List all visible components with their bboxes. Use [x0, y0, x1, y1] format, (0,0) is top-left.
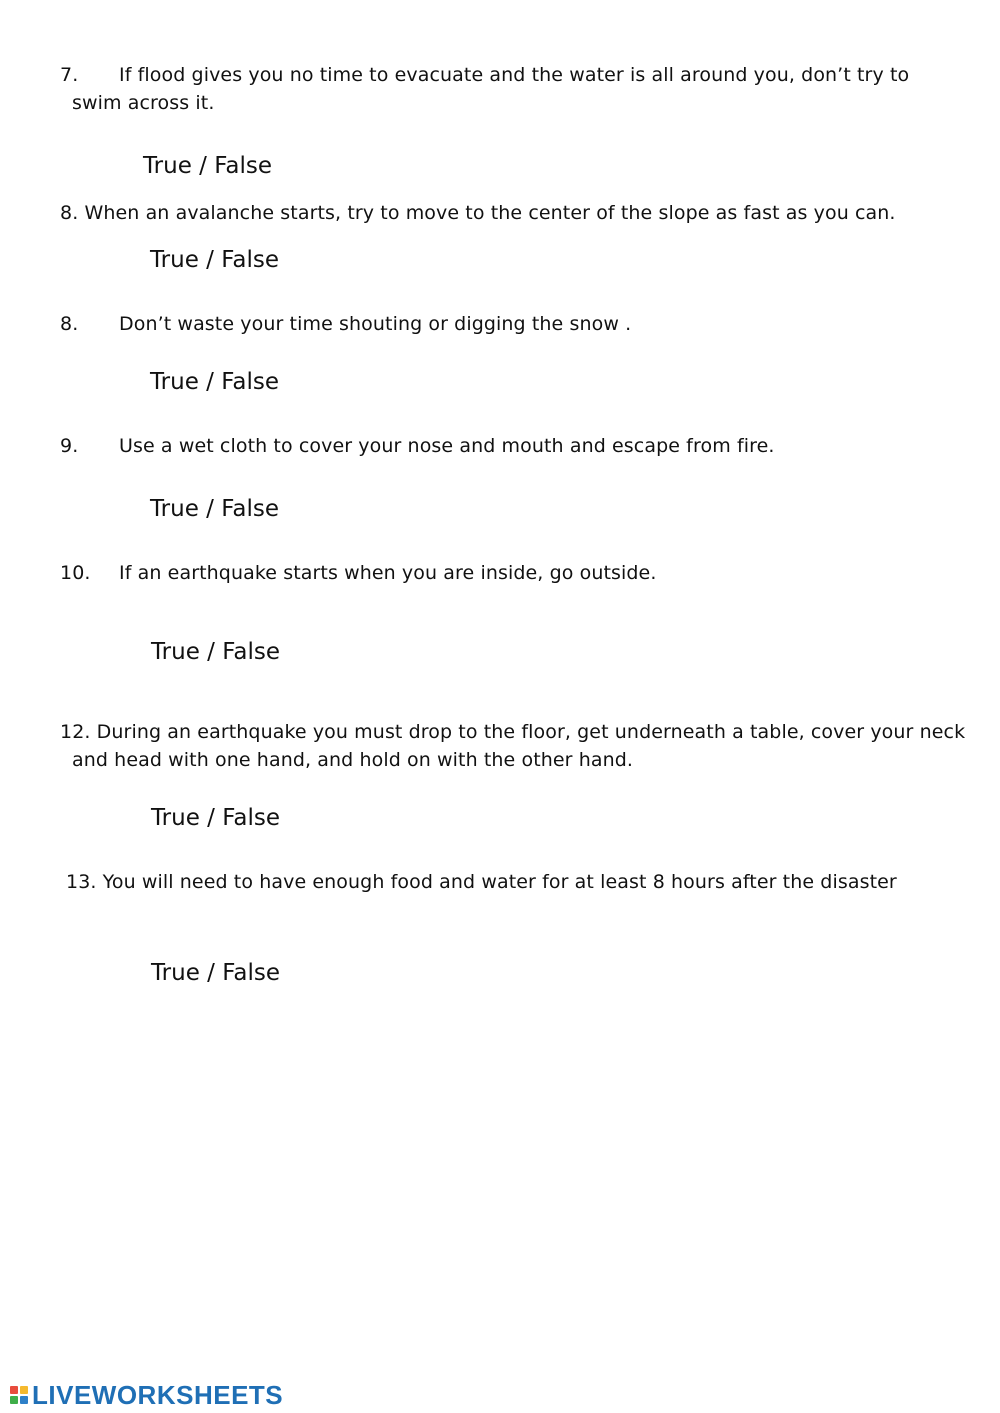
question-number: 7. — [60, 64, 79, 86]
question-12-text-continued: and head with one hand, and hold on with the other hand. — [72, 749, 634, 771]
false-option[interactable]: False — [222, 805, 280, 831]
choice-separator: / — [207, 805, 215, 831]
true-option[interactable]: True — [150, 496, 199, 522]
question-number: 8. — [60, 313, 79, 335]
false-option[interactable]: False — [221, 496, 279, 522]
question-7-text — [60, 61, 909, 89]
question-line: Use a wet cloth to cover your nose and mouth and escape from fire. — [119, 435, 775, 457]
question-13-text — [66, 868, 897, 896]
question-7-text-continued: swim across it. — [72, 92, 215, 114]
false-option[interactable]: False — [214, 153, 272, 179]
true-option[interactable]: True — [143, 153, 192, 179]
question-line: During an earthquake you must drop to the floor, get underneath a table, cover your neck — [96, 721, 966, 743]
false-option[interactable]: False — [222, 960, 280, 986]
question-8a-text — [60, 199, 896, 227]
false-option[interactable]: False — [221, 369, 279, 395]
question-line: If an earthquake starts when you are inside, go outside. — [119, 562, 657, 584]
true-false-choice-8a[interactable] — [150, 245, 279, 275]
question-8b-text — [60, 310, 631, 338]
question-number: 12. — [60, 721, 91, 743]
question-line: If flood gives you no time to evacuate and the water is all around you, don’t try to — [119, 64, 910, 86]
choice-separator: / — [207, 639, 215, 665]
logo-block — [20, 1386, 28, 1394]
logo-block — [10, 1396, 18, 1404]
logo-text: LIVEWORKSHEETS — [32, 1379, 284, 1410]
logo-block — [20, 1396, 28, 1404]
logo-blocks-icon — [10, 1386, 28, 1404]
true-false-choice-8b[interactable] — [150, 367, 279, 397]
true-option[interactable]: True — [150, 369, 199, 395]
choice-separator: / — [206, 496, 214, 522]
true-false-choice-9[interactable] — [150, 494, 279, 524]
liveworksheets-logo — [10, 1380, 283, 1410]
question-number: 9. — [60, 435, 79, 457]
false-option[interactable]: False — [222, 639, 280, 665]
false-option[interactable]: False — [221, 247, 279, 273]
choice-separator: / — [206, 369, 214, 395]
choice-separator: / — [199, 153, 207, 179]
question-12-text — [60, 718, 965, 746]
question-9-text — [60, 432, 775, 460]
true-option[interactable]: True — [150, 247, 199, 273]
question-number: 8. — [60, 202, 79, 224]
question-line: Don’t waste your time shouting or digging the snow . — [119, 313, 632, 335]
true-option[interactable]: True — [151, 639, 200, 665]
true-option[interactable]: True — [151, 805, 200, 831]
true-false-choice-13[interactable] — [151, 958, 280, 988]
logo-block — [10, 1386, 18, 1394]
true-false-choice-12[interactable] — [151, 803, 280, 833]
true-false-choice-10[interactable] — [151, 637, 280, 667]
question-number: 13. — [66, 871, 97, 893]
question-10-text — [60, 559, 657, 587]
true-option[interactable]: True — [151, 960, 200, 986]
choice-separator: / — [207, 960, 215, 986]
question-line: You will need to have enough food and water for at least 8 hours after the disaster — [102, 871, 897, 893]
choice-separator: / — [206, 247, 214, 273]
true-false-choice-7[interactable] — [143, 151, 272, 181]
question-line: When an avalanche starts, try to move to the center of the slope as fast as you can. — [84, 202, 896, 224]
question-number: 10. — [60, 562, 91, 584]
